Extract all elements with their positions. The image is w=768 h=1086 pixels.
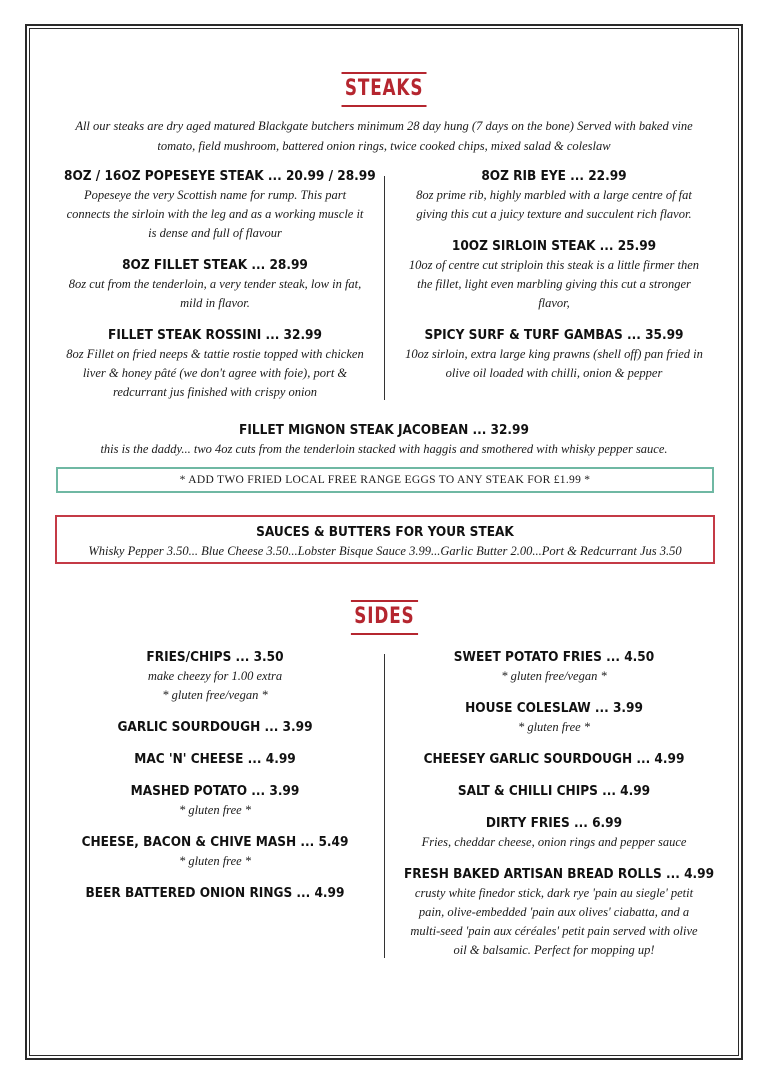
sauces-title: SAUCES & BUTTERS FOR YOUR STEAK <box>256 524 514 540</box>
menu-item <box>64 883 366 903</box>
item-title: FRIES/CHIPS ... 3.50 <box>146 649 284 665</box>
menu-item <box>404 236 704 313</box>
sides-heading-text: SIDES <box>350 600 417 635</box>
item-description: 10oz of centre cut striploin this steak is a little firmer then the fillet, light even marbling giving this cut a stronger flavor, <box>408 258 700 310</box>
item-title: SPICY SURF & TURF GAMBAS ... 35.99 <box>424 327 684 343</box>
item-title: 8OZ / 16OZ POPESEYE STEAK ... 20.99 / 28.99 <box>64 168 376 184</box>
menu-item <box>64 749 366 769</box>
menu-item <box>404 325 704 383</box>
item-description: crusty white finedor stick, dark rye 'pain au siegle' petit pain, olive-embedded 'pain aux olives' ciabatta, and a multi-seed 'pain aux céréales' petit pain served with olive oil & balsamic. Perfect for mopping up! <box>410 886 698 957</box>
sides-heading <box>0 600 768 635</box>
item-description: 8oz cut from the tenderloin, a very tender steak, low in fat, mild in flavor. <box>68 277 362 310</box>
steaks-intro: All our steaks are dry aged matured Blackgate butchers minimum 28 day hung (7 days on the bone) Served with baked vine tomato, field mushroom, battered onion rings, twice cooked chips, mixed salad & coleslaw <box>75 119 693 153</box>
item-dietary-note: * gluten free * <box>178 854 252 868</box>
sides-left-column <box>64 647 366 915</box>
menu-item <box>64 166 376 243</box>
item-title: GARLIC SOURDOUGH ... 3.99 <box>117 719 313 735</box>
item-description: Popeseye the very Scottish name for rump. This part connects the sirloin with the leg and as a working muscle it is dense and full of flavour <box>66 188 364 240</box>
item-title: 10OZ SIRLOIN STEAK ... 25.99 <box>451 238 657 254</box>
item-title: HOUSE COLESLAW ... 3.99 <box>465 700 643 716</box>
menu-item <box>404 698 704 737</box>
menu-item <box>404 813 704 852</box>
featured-steak <box>60 420 708 459</box>
item-title: DIRTY FRIES ... 6.99 <box>485 815 623 831</box>
menu-item <box>64 717 366 737</box>
menu-item <box>404 647 704 686</box>
item-description: 10oz sirloin, extra large king prawns (shell off) pan fried in olive oil loaded with chilli, onion & pepper <box>405 347 703 380</box>
item-dietary-note: * gluten free/vegan * <box>501 669 607 683</box>
sides-column-divider <box>384 654 385 958</box>
item-title: MAC 'N' CHEESE ... 4.99 <box>134 751 296 767</box>
item-dietary-note: * gluten free * <box>517 720 591 734</box>
menu-item <box>404 749 704 769</box>
menu-item <box>64 832 366 871</box>
item-title: SWEET POTATO FRIES ... 4.50 <box>453 649 655 665</box>
item-description: 8oz prime rib, highly marbled with a large centre of fat giving this cut a juicy texture and succulent rich flavor. <box>416 188 692 221</box>
steaks-column-divider <box>384 176 385 400</box>
item-description: 8oz Fillet on fried neeps & tattie rostie topped with chicken liver & honey pâté (we don't agree with foie), port & redcurrant jus finished with crispy onion <box>66 347 364 399</box>
steaks-heading-text: STEAKS <box>341 72 426 107</box>
item-description: Fries, cheddar cheese, onion rings and pepper sauce <box>421 835 687 849</box>
item-title: FRESH BAKED ARTISAN BREAD ROLLS ... 4.99 <box>404 866 715 882</box>
menu-item <box>64 325 366 402</box>
item-title: 8OZ FILLET STEAK ... 28.99 <box>122 257 308 273</box>
sauces-list: Whisky Pepper 3.50... Blue Cheese 3.50...Lobster Bisque Sauce 3.99...Garlic Butter 2.00...Port & Redcurrant Jus 3.50 <box>88 544 682 558</box>
item-title: CHEESE, BACON & CHIVE MASH ... 5.49 <box>81 834 349 850</box>
item-title: MASHED POTATO ... 3.99 <box>130 783 300 799</box>
item-title: FILLET MIGNON STEAK JACOBEAN ... 32.99 <box>239 422 529 438</box>
item-description: this is the daddy... two 4oz cuts from the tenderloin stacked with haggis and smothered with whisky pepper sauce. <box>100 442 668 456</box>
steaks-left-column <box>64 166 376 414</box>
item-title: CHEESEY GARLIC SOURDOUGH ... 4.99 <box>423 751 685 767</box>
menu-item <box>404 864 715 960</box>
item-title: BEER BATTERED ONION RINGS ... 4.99 <box>85 885 345 901</box>
menu-item <box>64 255 366 313</box>
sauces-box <box>55 515 715 564</box>
menu-item <box>64 781 366 820</box>
item-dietary-note: * gluten free/vegan * <box>162 688 268 702</box>
steaks-heading <box>0 72 768 107</box>
menu-item <box>404 781 704 801</box>
item-description: make cheezy for 1.00 extra <box>147 669 283 683</box>
item-title: SALT & CHILLI CHIPS ... 4.99 <box>457 783 651 799</box>
item-title: FILLET STEAK ROSSINI ... 32.99 <box>108 327 322 343</box>
steaks-right-column <box>404 166 704 395</box>
menu-item <box>404 166 704 224</box>
item-dietary-note: * gluten free * <box>178 803 252 817</box>
item-title: 8OZ RIB EYE ... 22.99 <box>481 168 627 184</box>
sides-right-column <box>404 647 715 972</box>
eggs-addon-note: * ADD TWO FRIED LOCAL FREE RANGE EGGS TO ANY STEAK FOR £1.99 * <box>56 467 714 493</box>
menu-item <box>64 647 366 705</box>
